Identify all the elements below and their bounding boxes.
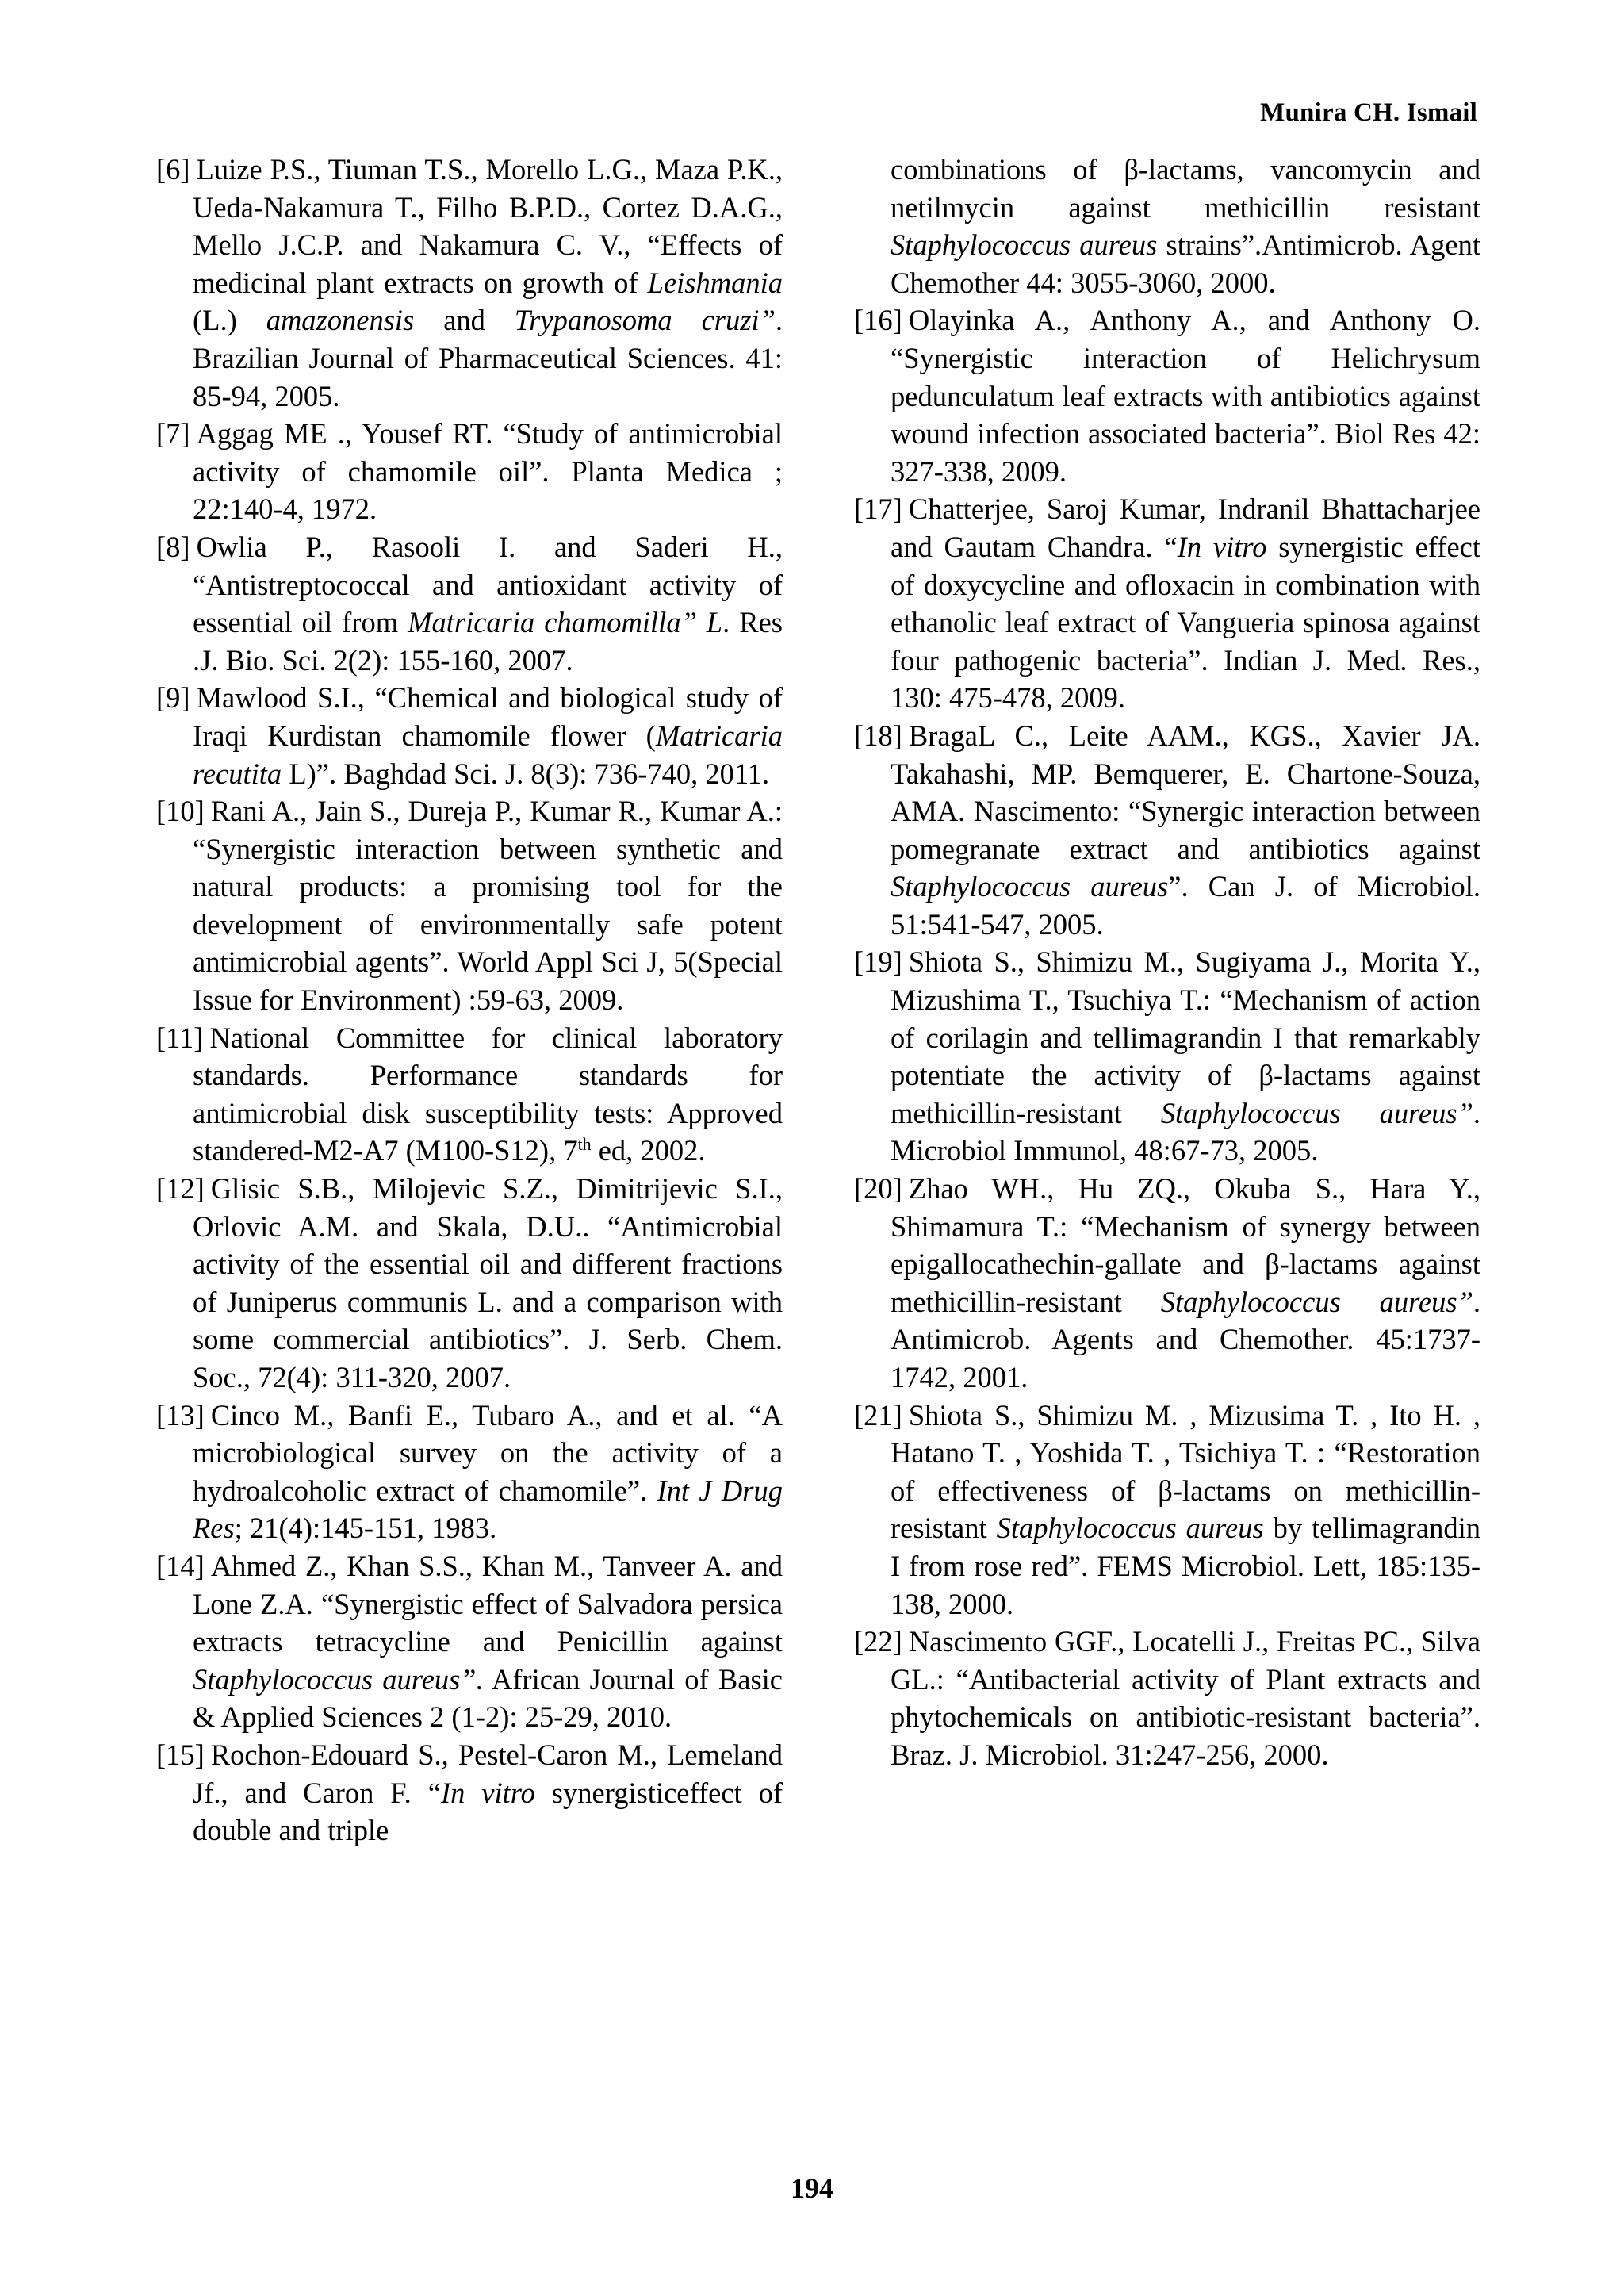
reference-text: ed, 2002. <box>591 1134 706 1167</box>
reference-text: Nascimento GGF., Locatelli J., Freitas PC., Silva GL.: “Antibacterial activity of Plant extracts and phytochemicals on antibiotic-resistant bacteria”. Braz. J. Microbiol. 31:247-256, 2000. <box>891 1625 1480 1771</box>
reference-entry <box>156 151 783 415</box>
reference-italic-text: Staphylococcus aureus” <box>1160 1285 1473 1318</box>
reference-entry <box>854 1397 1480 1623</box>
reference-italic-text: Staphylococcus aureus”. <box>193 1662 484 1696</box>
reference-entry <box>156 1397 783 1547</box>
reference-text: Aggag ME ., Yousef RT. “Study of antimicrobial activity of chamomile oil”. Planta Medica ; 22:140-4, 1972. <box>193 417 783 526</box>
reference-number: [18] <box>854 719 902 752</box>
reference-italic-text: Staphylococcus aureus <box>996 1512 1264 1545</box>
reference-entry <box>854 943 1480 1170</box>
reference-italic-text: Int J Drug Res <box>193 1474 783 1545</box>
reference-text: Shiota S., Shimizu M. , Mizusima T. , Ito H. , Hatano T. , Yoshida T. , Tsichiya T. : “Restoration of effectiveness of β-lactams on methicillin-resistant <box>891 1398 1480 1545</box>
reference-entry <box>854 1170 1480 1397</box>
reference-text: BragaL C., Leite AAM., KGS., Xavier JA. Takahashi, MP. Bemquerer, E. Chartone-Souza, AMA. Nascimento: “Synergic interaction between pomegranate extract and antibiotics against <box>891 719 1480 865</box>
reference-italic-text: In vitro <box>1177 530 1267 563</box>
reference-italic-text: Trypanosoma cruzi” <box>514 304 776 337</box>
page-number: 194 <box>791 2172 833 2204</box>
reference-number: [15] <box>156 1738 205 1771</box>
reference-italic-text: Matricaria chamomilla” L <box>408 606 723 639</box>
reference-number: [17] <box>854 493 902 526</box>
reference-italic-text: amazonensis <box>266 304 415 337</box>
reference-text: Rochon-Edouard S., Pestel-Caron M., Lemeland Jf., and Caron F. “ <box>193 1738 783 1809</box>
reference-text: Owlia P., Rasooli I. and Saderi H., “Antistreptococcal and antioxidant activity of essential oil from <box>193 530 783 639</box>
reference-entry <box>156 792 783 1019</box>
reference-entry <box>156 528 783 679</box>
reference-number: [10] <box>156 795 205 828</box>
reference-text: ; 21(4):145-151, 1983. <box>234 1512 497 1545</box>
reference-entry-continued <box>854 151 1480 301</box>
reference-number: [14] <box>156 1549 205 1582</box>
reference-text: Glisic S.B., Milojevic S.Z., Dimitrijevic S.I., Orlovic A.M. and Skala, D.U.. “Antimicrobial activity of the essential oil and different fractions of Juniperus communis L. and a comparison with some commercial antibiotics”. J. Serb. Chem. Soc., 72(4): 311-320, 2007. <box>193 1172 783 1393</box>
reference-text: synergisticeffect of double and triple <box>193 1776 783 1847</box>
reference-text: Cinco M., Banfi E., Tubaro A., and et al. “A microbiological survey on the activity of a hydroalcoholic extract of chamomile”. <box>193 1398 783 1507</box>
reference-text: Mawlood S.I., “Chemical and biological study of Iraqi Kurdistan chamomile flower ( <box>193 681 783 752</box>
reference-text: . Antimicrob. Agents and Chemother. 45:1737-1742, 2001. <box>891 1285 1480 1393</box>
reference-italic-text: Staphylococcus aureus <box>891 870 1169 903</box>
reference-text: Ahmed Z., Khan S.S., Khan M., Tanveer A. and Lone Z.A. “Synergistic effect of Salvadora persica extracts tetracycline and Penicillin against <box>193 1549 783 1658</box>
reference-text: Shiota S., Shimizu M., Sugiyama J., Morita Y., Mizushima T., Tsuchiya T.: “Mechanism of action of corilagin and tellimagrandin I that remarkably potentiate the activity of β-lactams against methicillin-resistant <box>891 945 1480 1129</box>
reference-text: strains”.Antimicrob. Agent Chemother 44: 3055-3060, 2000. <box>891 228 1480 299</box>
reference-text: L)”. Baghdad Sci. J. 8(3): 736-740, 2011. <box>282 757 770 790</box>
reference-italic-text: Staphylococcus aureus <box>891 228 1158 262</box>
reference-entry <box>156 1019 783 1170</box>
reference-number: [12] <box>156 1172 205 1205</box>
reference-text: ”. Can J. of Microbiol. 51:541-547, 2005. <box>891 870 1480 941</box>
reference-entry <box>854 1623 1480 1773</box>
reference-entry <box>156 415 783 528</box>
reference-text: combinations of β-lactams, vancomycin and netilmycin against methicillin resistant <box>891 153 1480 224</box>
reference-number: [20] <box>854 1172 902 1205</box>
reference-text: Rani A., Jain S., Dureja P., Kumar R., Kumar A.: “Synergistic interaction between synthetic and natural products: a promising tool for the development of environmentally safe potent antimicrobial agents”. World Appl Sci J, 5(Special Issue for Environment) :59-63, 2009. <box>193 795 783 1017</box>
reference-text: . Microbiol Immunol, 48:67-73, 2005. <box>891 1096 1480 1167</box>
reference-entry <box>156 1170 783 1397</box>
reference-number: [19] <box>854 945 902 979</box>
reference-text: . Brazilian Journal of Pharmaceutical Sciences. 41: 85-94, 2005. <box>193 304 783 412</box>
reference-italic-text: Matricaria recutita <box>193 719 783 790</box>
reference-text: African Journal of Basic & Applied Sciences 2 (1-2): 25-29, 2010. <box>193 1662 783 1734</box>
reference-number: [6] <box>156 153 190 186</box>
reference-text: and <box>414 304 515 337</box>
reference-number: [8] <box>156 530 190 563</box>
reference-italic-text: Leishmania <box>647 266 783 299</box>
reference-entry <box>854 490 1480 717</box>
reference-entry <box>156 1736 783 1849</box>
reference-text: National Committee for clinical laboratory standards. Performance standards for antimicrobial disk susceptibility tests: Approved standered-M2-A7 (M100-S12), 7 <box>193 1021 783 1167</box>
running-header-author: Munira CH. Ismail <box>1260 98 1477 127</box>
references-column-right <box>854 151 1480 1774</box>
reference-italic-text: In vitro <box>440 1776 535 1809</box>
reference-text: Luize P.S., Tiuman T.S., Morello L.G., Maza P.K., Ueda-Nakamura T., Filho B.P.D., Cortez D.A.G., Mello J.C.P. and Nakamura C. V., “Effects of medicinal plant extracts on growth of <box>193 153 783 299</box>
reference-number: [13] <box>156 1398 205 1432</box>
reference-entry <box>156 679 783 792</box>
reference-number: [11] <box>156 1021 204 1054</box>
reference-text: synergistic effect of doxycycline and ofloxacin in combination with ethanolic leaf extract of Vangueria spinosa against four pathogenic bacteria”. Indian J. Med. Res., 130: 475-478, 2009. <box>891 530 1480 715</box>
reference-text: Chatterjee, Saroj Kumar, Indranil Bhattacharjee and Gautam Chandra. “ <box>891 493 1480 563</box>
reference-entry <box>156 1547 783 1736</box>
reference-superscript: th <box>577 1134 592 1155</box>
reference-text: by tellimagrandin I from rose red”. FEMS Microbiol. Lett, 185:135-138, 2000. <box>891 1512 1480 1620</box>
reference-text: (L.) <box>193 304 266 337</box>
reference-italic-text: Staphylococcus aureus” <box>1160 1096 1473 1129</box>
reference-entry <box>854 301 1480 490</box>
reference-text: Zhao WH., Hu ZQ., Okuba S., Hara Y., Shimamura T.: “Mechanism of synergy between epigallocathechin-gallate and β-lactams against methicillin-resistant <box>891 1172 1480 1318</box>
reference-entry <box>854 717 1480 944</box>
reference-number: [21] <box>854 1398 902 1432</box>
reference-number: [22] <box>854 1625 902 1658</box>
reference-number: [16] <box>854 304 902 337</box>
reference-number: [7] <box>156 417 190 450</box>
references-column-left <box>156 151 783 1849</box>
reference-text: Olayinka A., Anthony A., and Anthony O. “Synergistic interaction of Helichrysum pedunculatum leaf extracts with antibiotics against wound infection associated bacteria”. Biol Res 42: 327-338, 2009. <box>891 304 1480 488</box>
reference-number: [9] <box>156 681 190 715</box>
reference-text: . Res .J. Bio. Sci. 2(2): 155-160, 2007. <box>193 606 783 677</box>
